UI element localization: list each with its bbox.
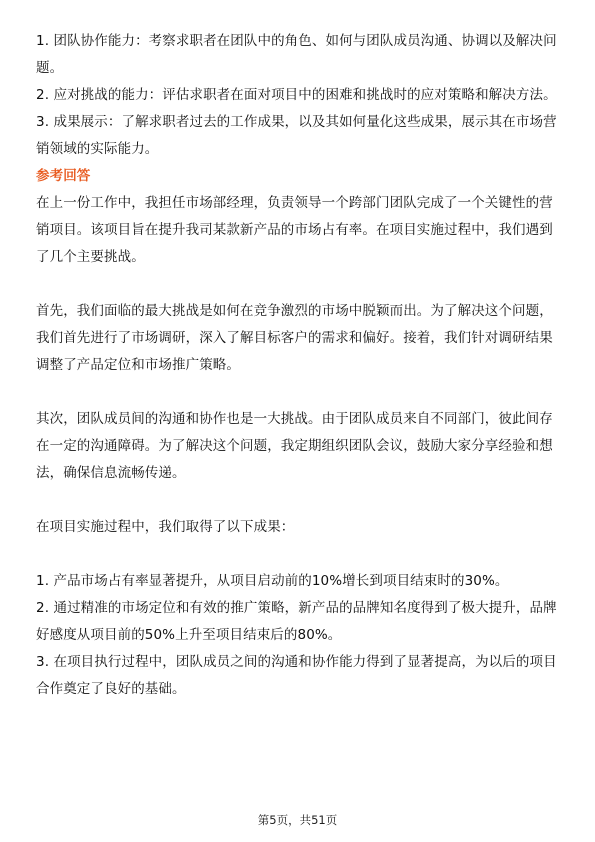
page-number-footer: 第5页，共51页 (257, 813, 338, 827)
answer-heading: 参考回答 (36, 168, 91, 184)
paragraph-results-intro: 在项目实施过程中，我们取得了以下成果： (36, 519, 295, 535)
criterion-results: 3. 成果展示：了解求职者过去的工作成果，以及其如何量化这些成果，展示其在市场营销领域的实际能力。 (36, 114, 557, 157)
criterion-teamwork: 1. 团队协作能力：考察求职者在团队中的角色、如何与团队成员沟通、协调以及解决问题。 (36, 33, 557, 76)
paragraph-challenge-1: 首先，我们面临的最大挑战是如何在竞争激烈的市场中脱颖而出。为了解决这个问题，我们首先进行了市场调研，深入了解目标客户的需求和偏好。接着，我们针对调研结果调整了产品定位和市场推广策略。 (36, 303, 553, 373)
page-content (36, 28, 560, 703)
paragraph-gap (36, 541, 560, 568)
paragraph-challenge-2: 其次，团队成员间的沟通和协作也是一大挑战。由于团队成员来自不同部门，彼此间存在一定的沟通障碍。为了解决这个问题，我定期组织团队会议，鼓励大家分享经验和想法，确保信息流畅传递。 (36, 411, 553, 481)
result-item-1: 1. 产品市场占有率显著提升，从项目启动前的10%增长到项目结束时的30%。 (36, 573, 509, 589)
paragraph-gap (36, 379, 560, 406)
paragraph-intro: 在上一份工作中，我担任市场部经理，负责领导一个跨部门团队完成了一个关键性的营销项目。该项目旨在提升我司某款新产品的市场占有率。在项目实施过程中，我们遇到了几个主要挑战。 (36, 195, 553, 265)
criterion-challenges: 2. 应对挑战的能力：评估求职者在面对项目中的困难和挑战时的应对策略和解决方法。 (36, 87, 557, 103)
paragraph-gap (36, 271, 560, 298)
paragraph-gap (36, 487, 560, 514)
result-item-2: 2. 通过精准的市场定位和有效的推广策略，新产品的品牌知名度得到了极大提升，品牌好感度从项目前的50%上升至项目结束后的80%。 (36, 600, 557, 643)
result-item-3: 3. 在项目执行过程中，团队成员之间的沟通和协作能力得到了显著提高，为以后的项目合作奠定了良好的基础。 (36, 654, 557, 697)
